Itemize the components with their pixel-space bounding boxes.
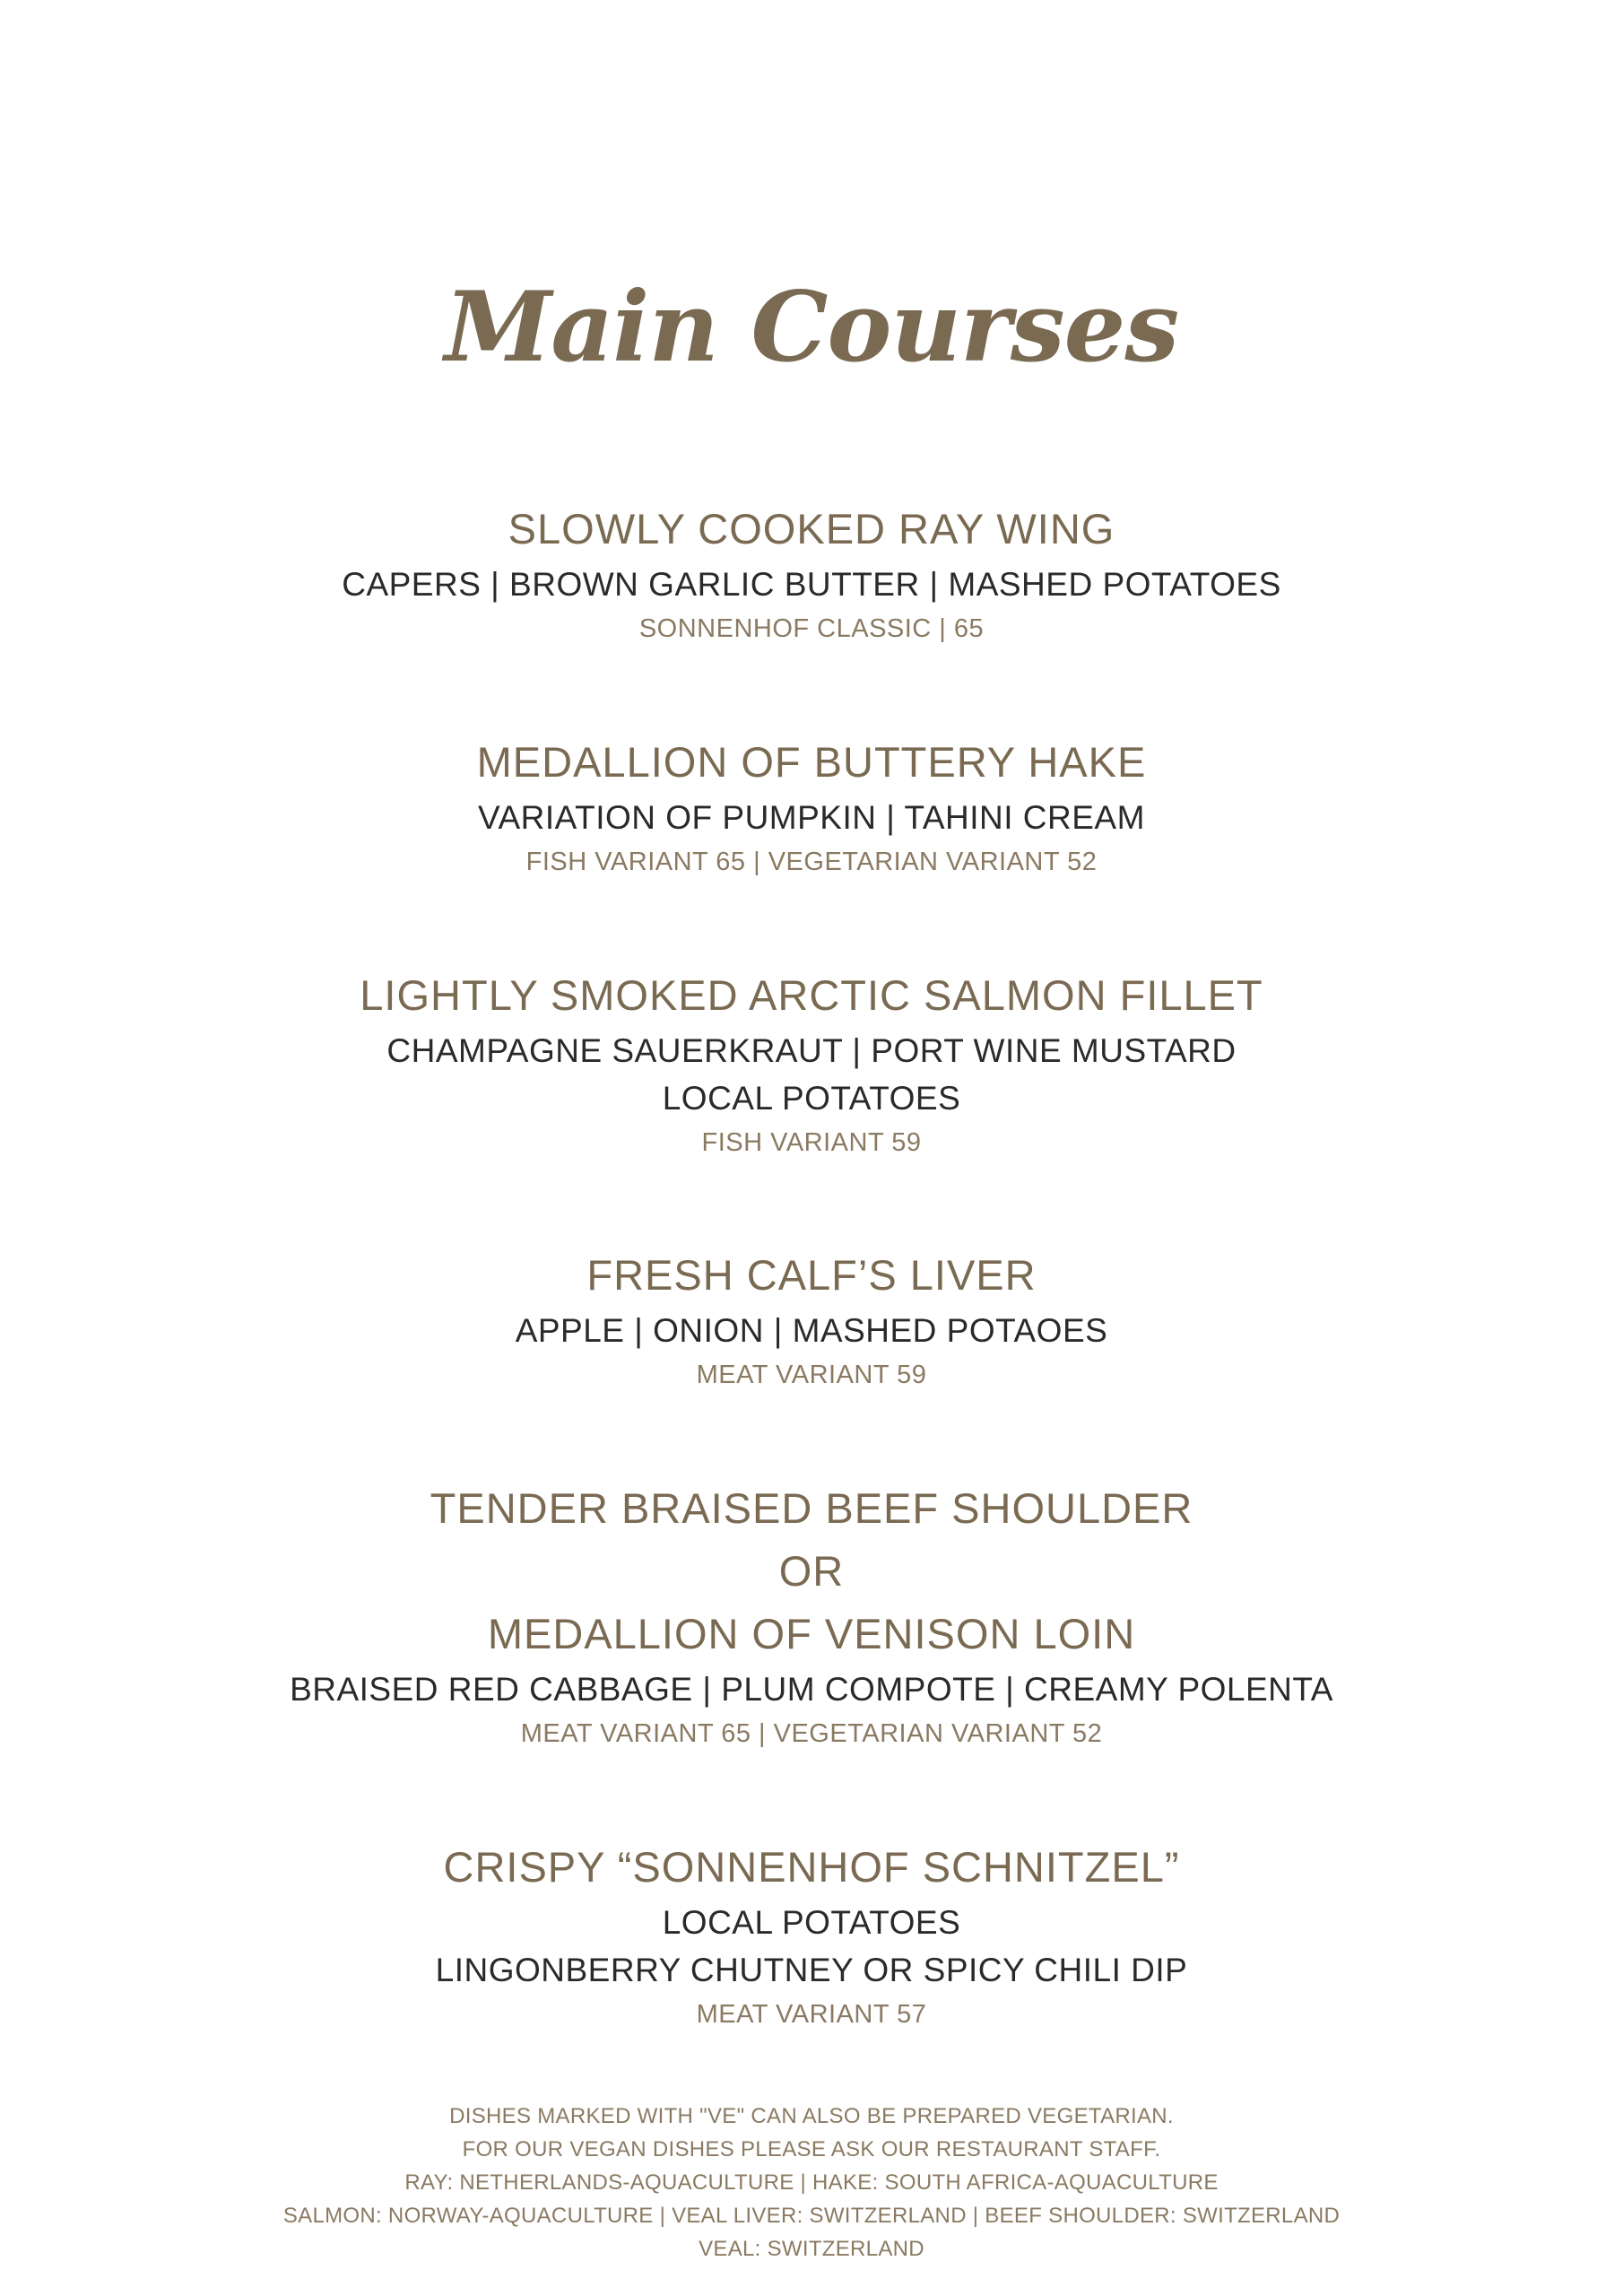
- dish-salmon: [0, 964, 1623, 1163]
- dish-description: APPLE | ONION | MASHED POTAOES: [515, 1312, 1108, 1349]
- dish-hake: [0, 731, 1623, 883]
- dish-description: BRAISED RED CABBAGE | PLUM COMPOTE | CREAMY POLENTA: [290, 1671, 1333, 1708]
- dish-calf-liver: [0, 1244, 1623, 1396]
- dish-beef-or-venison: [0, 1477, 1623, 1754]
- dish-name: MEDALLION OF VENISON LOIN: [487, 1610, 1136, 1657]
- dish-description: LOCAL POTATOES: [662, 1904, 961, 1941]
- page-title: Main Courses: [444, 271, 1179, 384]
- dish-price: SONNENHOF CLASSIC | 65: [638, 614, 985, 643]
- footer-note: DISHES MARKED WITH "VE" CAN ALSO BE PREPARED VEGETARIAN.: [449, 2104, 1174, 2128]
- footer-origin: RAY: NETHERLANDS-AQUACULTURE | HAKE: SOUTH AFRICA-AQUACULTURE: [404, 2170, 1219, 2195]
- dish-description: CAPERS | BROWN GARLIC BUTTER | MASHED POTATOES: [342, 566, 1281, 603]
- dish-name-or: OR: [778, 1547, 845, 1595]
- dish-name: SLOWLY COOKED RAY WING: [508, 505, 1115, 552]
- dish-ray-wing: [0, 498, 1623, 649]
- footer-note: FOR OUR VEGAN DISHES PLEASE ASK OUR RESTAURANT STAFF.: [462, 2137, 1161, 2161]
- dish-name: MEDALLION OF BUTTERY HAKE: [476, 738, 1147, 786]
- dish-price: MEAT VARIANT 57: [696, 2000, 927, 2029]
- dish-description: CHAMPAGNE SAUERKRAUT | PORT WINE MUSTARD: [386, 1032, 1237, 1069]
- dish-name: TENDER BRAISED BEEF SHOULDER: [430, 1484, 1193, 1532]
- dish-schnitzel: [0, 1836, 1623, 2035]
- dish-name: LIGHTLY SMOKED ARCTIC SALMON FILLET: [360, 971, 1263, 1019]
- dish-description: LINGONBERRY CHUTNEY OR SPICY CHILI DIP: [435, 1952, 1188, 1988]
- dish-name: FRESH CALF’S LIVER: [586, 1251, 1037, 1299]
- dish-name: CRISPY “SONNENHOF SCHNITZEL”: [443, 1843, 1180, 1891]
- dish-price: FISH VARIANT 59: [701, 1128, 922, 1157]
- dish-description: LOCAL POTATOES: [662, 1080, 961, 1117]
- footer-origin: SALMON: NORWAY-AQUACULTURE | VEAL LIVER: SWITZERLAND | BEEF SHOULDER: SWITZERLAND: [282, 2204, 1341, 2228]
- dish-price: MEAT VARIANT 59: [696, 1361, 927, 1389]
- footer-origin: VEAL: SWITZERLAND: [699, 2237, 924, 2261]
- menu-footer: [0, 2100, 1623, 2266]
- dish-price: MEAT VARIANT 65 | VEGETARIAN VARIANT 52: [520, 1719, 1103, 1748]
- dish-price: FISH VARIANT 65 | VEGETARIAN VARIANT 52: [525, 848, 1098, 876]
- dish-description: VARIATION OF PUMPKIN | TAHINI CREAM: [478, 799, 1145, 836]
